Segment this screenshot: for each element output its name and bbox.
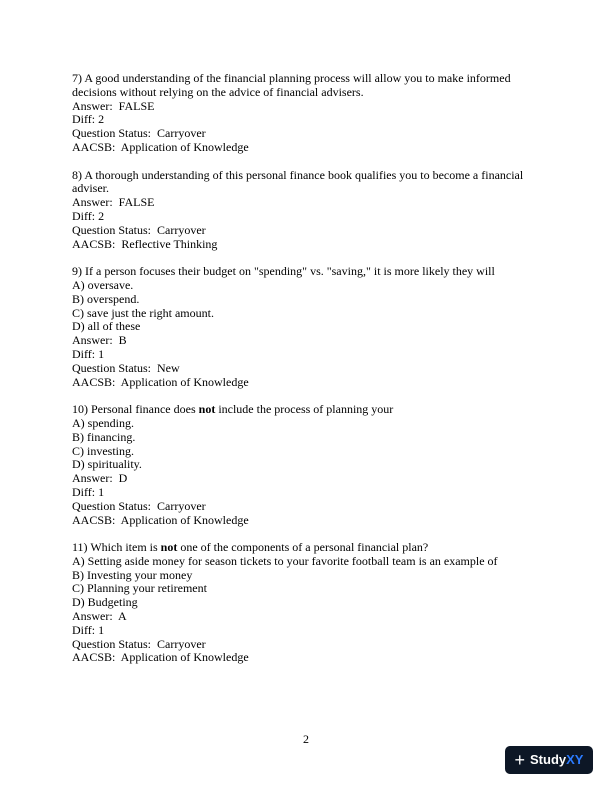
- watermark-text: StudyXY: [530, 752, 584, 768]
- answer-line: Answer: B: [72, 333, 127, 348]
- answer-option: C) save just the right amount.: [72, 305, 214, 320]
- answer-option: C) Planning your retirement: [72, 581, 207, 596]
- question-stem: 8) A thorough understanding of this personal finance book qualifies you to become a financial: [72, 167, 524, 182]
- question-status-line: Question Status: Carryover: [72, 222, 206, 237]
- emphasis-not: not: [198, 402, 216, 417]
- aacsb-line: AACSB: Application of Knowledge: [72, 650, 249, 665]
- aacsb-line: AACSB: Reflective Thinking: [72, 236, 218, 251]
- question-8: [72, 169, 542, 252]
- difficulty-line: Diff: 1: [72, 622, 105, 637]
- answer-line: Answer: FALSE: [72, 195, 155, 210]
- question-status-line: Question Status: New: [72, 360, 180, 375]
- question-9: [72, 265, 542, 389]
- difficulty-line: Diff: 1: [72, 346, 105, 361]
- question-11: [72, 541, 542, 665]
- difficulty-line: Diff: 2: [72, 112, 105, 127]
- answer-option: D) spirituality.: [72, 457, 142, 472]
- answer-option: A) spending.: [72, 415, 134, 430]
- answer-option: B) overspend.: [72, 291, 140, 306]
- question-status-line: Question Status: Carryover: [72, 498, 206, 513]
- question-stem: 11) Which item is not one of the components of a personal financial plan?: [72, 540, 429, 555]
- studyxy-watermark[interactable]: [505, 746, 593, 774]
- answer-line: Answer: D: [72, 471, 128, 486]
- answer-option: B) Investing your money: [72, 567, 193, 582]
- page-number: 2: [303, 732, 309, 746]
- aacsb-line: AACSB: Application of Knowledge: [72, 139, 249, 154]
- answer-option: C) investing.: [72, 443, 134, 458]
- answer-option: D) all of these: [72, 319, 141, 334]
- question-7: [72, 72, 542, 155]
- question-stem: decisions without relying on the advice of financial advisers.: [72, 84, 364, 99]
- answer-option: D) Budgeting: [72, 595, 138, 610]
- question-stem: 10) Personal finance does not include the process of planning your: [72, 402, 394, 417]
- question-status-line: Question Status: Carryover: [72, 636, 206, 651]
- answer-line: Answer: A: [72, 609, 127, 624]
- question-stem: 9) If a person focuses their budget on "spending" vs. "saving," it is more likely they will: [72, 264, 495, 279]
- aacsb-line: AACSB: Application of Knowledge: [72, 374, 249, 389]
- question-list: [72, 72, 542, 679]
- plus-icon: +: [514, 750, 526, 770]
- difficulty-line: Diff: 1: [72, 484, 105, 499]
- answer-option: B) financing.: [72, 429, 136, 444]
- question-stem: adviser.: [72, 181, 109, 196]
- answer-option: A) Setting aside money for season tickets to your favorite football team is an example of: [72, 553, 498, 568]
- difficulty-line: Diff: 2: [72, 208, 105, 223]
- question-10: [72, 403, 542, 527]
- answer-option: A) oversave.: [72, 277, 134, 292]
- aacsb-line: AACSB: Application of Knowledge: [72, 512, 249, 527]
- question-status-line: Question Status: Carryover: [72, 126, 206, 141]
- answer-line: Answer: FALSE: [72, 98, 155, 113]
- emphasis-not: not: [160, 540, 178, 555]
- question-stem: 7) A good understanding of the financial planning process will allow you to make informed: [72, 71, 511, 85]
